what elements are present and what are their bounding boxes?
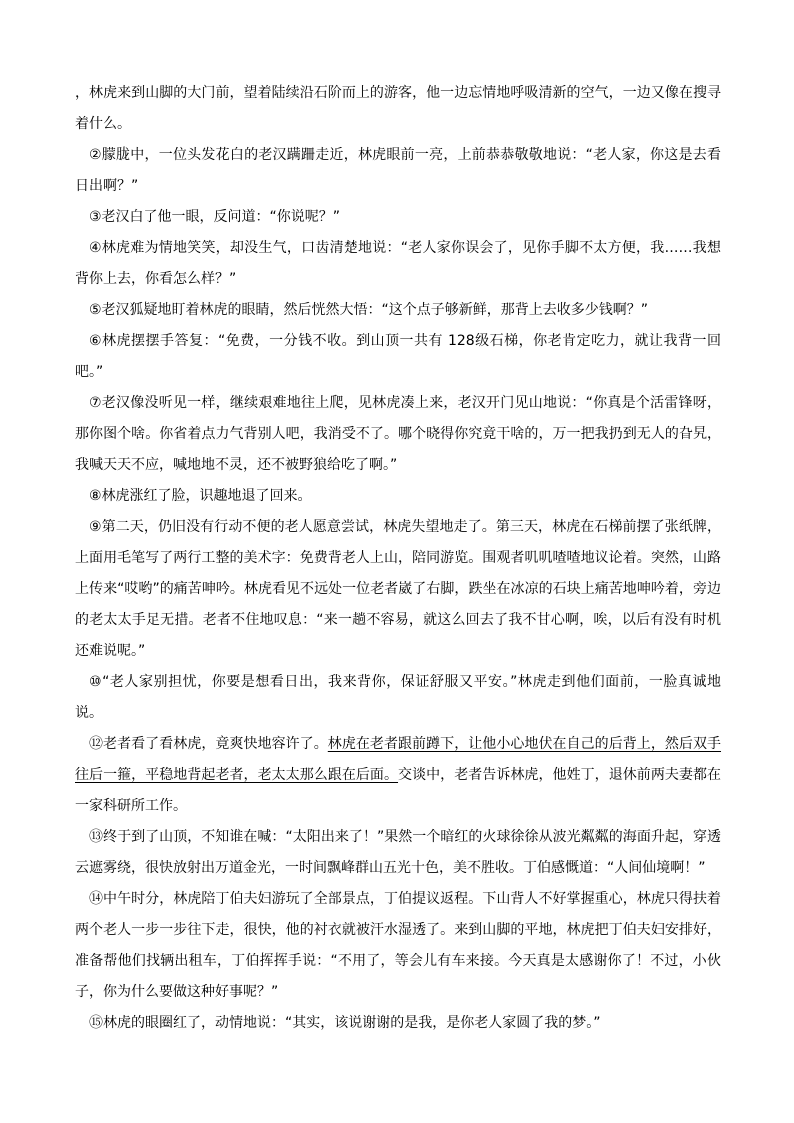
paragraph-p13 (75, 822, 721, 884)
paragraph-text: ⑬终于到了山顶，不知谁在喊：“太阳出来了！”果然一个暗红的火球徐徐从波光粼粼的海面升起，穿透云遮雾绕，很快放射出万道金光，一时间飘峰群山五光十色，美不胜收。丁伯感慨道：“人间仙境啊！” (75, 829, 721, 876)
paragraph-p6 (75, 326, 721, 388)
paragraph-text: ⑥林虎摆摆手答复：“免费，一分钱不收。到山顶一共有 128级石梯，你老肯定吃力，就让我背一回吧。” (75, 333, 721, 380)
paragraph-text: ③老汉白了他一眼，反问道：“你说呢？” (89, 209, 341, 225)
paragraph-p7 (75, 388, 721, 481)
paragraph-p5 (75, 295, 721, 326)
paragraph-p14 (75, 884, 721, 1008)
paragraph-p8 (75, 481, 721, 512)
paragraph-text: ⑦老汉像没听见一样，继续艰难地往上爬，见林虎凑上来，老汉开门见山地说：“你真是个活雷锋呀，那你图个啥。你省着点力气背别人吧，我消受不了。哪个晓得你究竟干啥的，万一把我扔到无人的旮旯，我喊天天不应，喊地地不灵，还不被野狼给吃了啊。” (75, 395, 721, 473)
paragraph-p2 (75, 140, 721, 202)
paragraph-p10 (75, 667, 721, 729)
paragraph-text: ②朦胧中，一位头发花白的老汉蹒跚走近，林虎眼前一亮，上前恭恭敬敬地说：“老人家，你这是去看日出啊？” (75, 147, 721, 194)
paragraph-p3 (75, 202, 721, 233)
paragraph-p1 (75, 78, 721, 140)
paragraph-text: ④林虎难为情地笑笑，却没生气，口齿清楚地说：“老人家你误会了，见你手脚不太方便，我……我想背你上去，你看怎么样？” (75, 240, 721, 287)
underlined-sentence: 林虎在老者跟前蹲下，让他小心地伏在自己的后背上，然后双手往后一箍，平稳地背起老者，老太太那么跟在后面。 (75, 736, 722, 783)
paragraph-text: ⑮林虎的眼圈红了，动情地说：“其实，该说谢谢的是我，是你老人家圆了我的梦。” (89, 1015, 601, 1031)
paragraph-text: ⑤老汉狐疑地盯着林虎的眼睛，然后恍然大悟：“这个点子够新鲜，那背上去收多少钱啊？” (89, 302, 649, 318)
paragraph-text: 交谈中，老者告诉林虎，他姓丁，退休前两夫妻都在一家科研所工作。 (75, 767, 722, 814)
paragraph-p4 (75, 233, 721, 295)
paragraph-text: ⑨第二天，仍旧没有行动不便的老人愿意尝试，林虎失望地走了。第三天，林虎在石梯前摆了张纸牌，上面用毛笔写了两行工整的美术字：免费背老人上山，陪同游览。围观者叽叽喳喳地议论着。突然，山路上传来“哎哟”的痛苦呻吟。林虎看见不远处一位老者崴了右脚，跌坐在冰凉的石块上痛苦地呻吟着，旁边的老太太手足无措。老者不住地叹息：“来一趟不容易，就这么回去了我不甘心啊，唉，以后有没有时机还难说呢。” (75, 519, 721, 659)
paragraph-p15 (75, 1008, 721, 1039)
paragraph-p9 (75, 512, 721, 667)
paragraph-text: ⑫老者看了看林虎，竟爽快地容许了。 (89, 736, 328, 752)
paragraph-text: ⑧林虎涨红了脸，识趣地退了回来。 (89, 488, 312, 504)
paragraph-text: ⑩“老人家别担忧，你要是想看日出，我来背你，保证舒服又平安。”林虎走到他们面前，一脸真诚地说。 (75, 674, 721, 721)
story-body (75, 78, 721, 1039)
paragraph-text: ⑭中午时分，林虎陪丁伯夫妇游玩了全部景点，丁伯提议返程。下山背人不好掌握重心，林虎只得扶着两个老人一步一步往下走，很快，他的衬衣就被汗水湿透了。来到山脚的平地，林虎把丁伯夫妇安排好，准备帮他们找辆出租车，丁伯挥挥手说：“不用了，等会儿有车来接。今天真是太感谢你了！不过，小伙子，你为什么要做这种好事呢？” (75, 891, 721, 1000)
paragraph-text: ，林虎来到山脚的大门前，望着陆续沿石阶而上的游客，他一边忘情地呼吸清新的空气，一边又像在搜寻着什么。 (75, 85, 721, 132)
paragraph-p12 (75, 729, 721, 822)
